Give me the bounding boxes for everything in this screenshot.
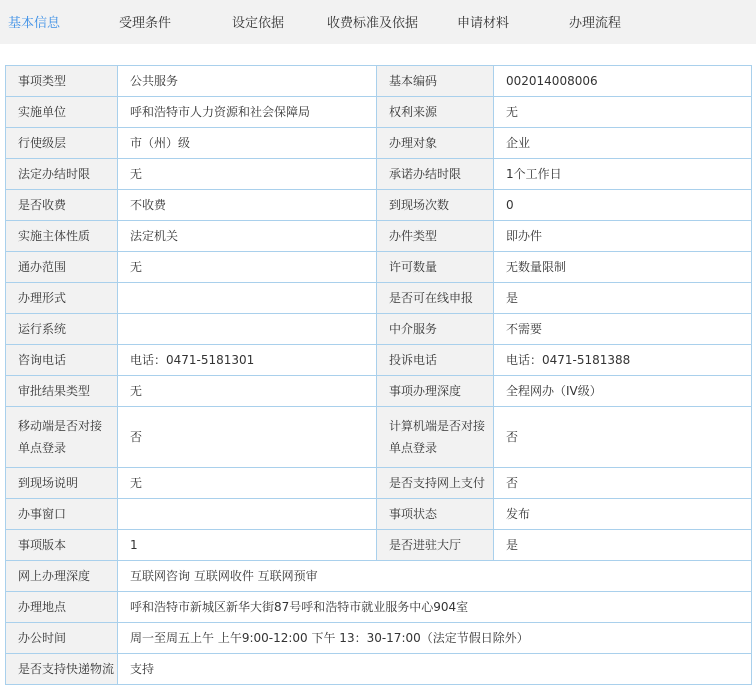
field-value: 是 (494, 530, 752, 561)
field-value: 无 (494, 97, 752, 128)
tab-application-materials[interactable]: 申请材料 (457, 16, 510, 31)
field-label: 办理地点 (6, 592, 118, 623)
field-label: 基本编码 (377, 66, 494, 97)
table-row (6, 499, 752, 530)
field-label: 是否支持网上支付 (377, 468, 494, 499)
field-label: 许可数量 (377, 252, 494, 283)
field-label: 权利来源 (377, 97, 494, 128)
table-row (6, 190, 752, 221)
table-row (6, 376, 752, 407)
field-label: 计算机端是否对接单点登录 (377, 407, 494, 468)
field-value: 无数量限制 (494, 252, 752, 283)
field-label: 实施主体性质 (6, 221, 118, 252)
table-row (6, 623, 752, 654)
field-value: 不需要 (494, 314, 752, 345)
field-label: 是否进驻大厅 (377, 530, 494, 561)
field-label: 事项版本 (6, 530, 118, 561)
field-label: 办理形式 (6, 283, 118, 314)
field-value: 否 (494, 468, 752, 499)
table-row (6, 252, 752, 283)
tab-process-flow[interactable]: 办理流程 (569, 16, 622, 31)
field-label: 通办范围 (6, 252, 118, 283)
field-label: 实施单位 (6, 97, 118, 128)
tab-fee-standard[interactable]: 收费标准及依据 (327, 16, 419, 31)
field-label: 行使级层 (6, 128, 118, 159)
field-label: 到现场说明 (6, 468, 118, 499)
field-value: 1 (118, 530, 377, 561)
field-value: 0 (494, 190, 752, 221)
field-label: 办公时间 (6, 623, 118, 654)
field-label: 是否可在线申报 (377, 283, 494, 314)
table-row (6, 97, 752, 128)
field-value: 否 (118, 407, 377, 468)
field-value: 支持 (118, 654, 752, 685)
field-label: 办件类型 (377, 221, 494, 252)
field-label: 办事窗口 (6, 499, 118, 530)
table-row (6, 221, 752, 252)
field-value: 无 (118, 376, 377, 407)
table-row (6, 654, 752, 685)
table-row (6, 561, 752, 592)
field-value: 互联网咨询 互联网收件 互联网预审 (118, 561, 752, 592)
field-value: 全程网办（IV级） (494, 376, 752, 407)
field-value: 呼和浩特市人力资源和社会保障局 (118, 97, 377, 128)
field-label: 移动端是否对接单点登录 (6, 407, 118, 468)
field-label: 到现场次数 (377, 190, 494, 221)
field-value (118, 499, 377, 530)
table-row (6, 159, 752, 190)
field-label: 事项办理深度 (377, 376, 494, 407)
field-label: 审批结果类型 (6, 376, 118, 407)
field-label: 承诺办结时限 (377, 159, 494, 190)
tab-bar (0, 0, 756, 44)
field-label: 法定办结时限 (6, 159, 118, 190)
field-value: 是 (494, 283, 752, 314)
field-value: 周一至周五上午 上午9:00-12:00 下午 13：30-17:00（法定节假日除外） (118, 623, 752, 654)
tab-basic-info[interactable]: 基本信息 (8, 16, 61, 31)
field-value: 否 (494, 407, 752, 468)
table-row (6, 283, 752, 314)
field-value: 无 (118, 159, 377, 190)
basic-info-table (5, 65, 752, 685)
table-row (6, 407, 752, 468)
field-value: 发布 (494, 499, 752, 530)
field-label: 中介服务 (377, 314, 494, 345)
field-value: 不收费 (118, 190, 377, 221)
table-row (6, 530, 752, 561)
field-value: 无 (118, 252, 377, 283)
tab-legal-basis[interactable]: 设定依据 (232, 16, 285, 31)
field-value: 1个工作日 (494, 159, 752, 190)
field-value: 市（州）级 (118, 128, 377, 159)
field-value (118, 314, 377, 345)
field-label: 事项状态 (377, 499, 494, 530)
field-label: 运行系统 (6, 314, 118, 345)
table-row (6, 592, 752, 623)
field-value: 企业 (494, 128, 752, 159)
field-label: 网上办理深度 (6, 561, 118, 592)
field-label: 办理对象 (377, 128, 494, 159)
field-value: 电话：0471-5181301 (118, 345, 377, 376)
field-value: 电话：0471-5181388 (494, 345, 752, 376)
field-label: 事项类型 (6, 66, 118, 97)
table-row (6, 66, 752, 97)
field-label: 咨询电话 (6, 345, 118, 376)
table-row (6, 468, 752, 499)
field-value: 法定机关 (118, 221, 377, 252)
table-row (6, 345, 752, 376)
field-value: 呼和浩特市新城区新华大街87号呼和浩特市就业服务中心904室 (118, 592, 752, 623)
field-label: 是否支持快递物流 (6, 654, 118, 685)
table-row (6, 314, 752, 345)
field-value: 002014008006 (494, 66, 752, 97)
tab-acceptance-conditions[interactable]: 受理条件 (119, 16, 172, 31)
field-value (118, 283, 377, 314)
field-label: 是否收费 (6, 190, 118, 221)
field-value: 公共服务 (118, 66, 377, 97)
field-label: 投诉电话 (377, 345, 494, 376)
field-value: 即办件 (494, 221, 752, 252)
table-row (6, 128, 752, 159)
field-value: 无 (118, 468, 377, 499)
